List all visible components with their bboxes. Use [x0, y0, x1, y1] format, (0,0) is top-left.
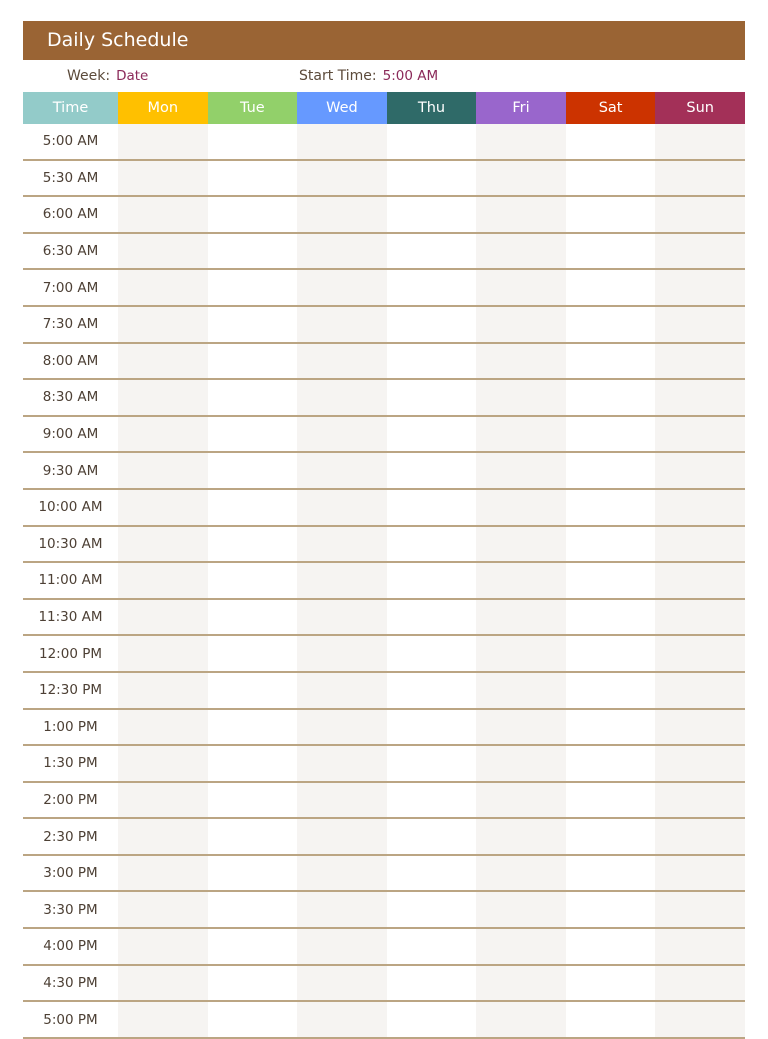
- time-slot-label: 6:00 AM: [42, 206, 99, 223]
- schedule-cell-fri[interactable]: [476, 856, 566, 891]
- schedule-cell-sun[interactable]: [655, 234, 745, 269]
- time-slot-label: 9:30 AM: [42, 462, 99, 479]
- schedule-cell-thu[interactable]: [387, 417, 477, 452]
- time-slot-label: 3:00 PM: [43, 865, 98, 882]
- time-slot-label: 9:00 AM: [42, 426, 99, 443]
- schedule-cell-mon[interactable]: [118, 819, 208, 854]
- schedule-cell-fri[interactable]: [476, 234, 566, 269]
- schedule-cell-fri[interactable]: [476, 124, 566, 159]
- time-slot-label: 8:00 AM: [42, 352, 99, 369]
- schedule-cell-sat[interactable]: [566, 892, 656, 927]
- schedule-cell-thu[interactable]: [387, 453, 477, 488]
- schedule-cell-tue[interactable]: [208, 417, 298, 452]
- schedule-cell-sat[interactable]: [566, 344, 656, 379]
- schedule-cell-mon[interactable]: [118, 966, 208, 1001]
- time-slot-label: 8:30 AM: [42, 389, 99, 406]
- schedule-cell-mon[interactable]: [118, 1002, 208, 1037]
- schedule-cell-sun[interactable]: [655, 527, 745, 562]
- schedule-cell-mon[interactable]: [118, 453, 208, 488]
- schedule-cell-mon[interactable]: [118, 636, 208, 671]
- schedule-cell-fri[interactable]: [476, 197, 566, 232]
- schedule-cell-thu[interactable]: [387, 710, 477, 745]
- schedule-cell-sun[interactable]: [655, 673, 745, 708]
- time-slot-row: [23, 1002, 745, 1039]
- schedule-cell-sun[interactable]: [655, 819, 745, 854]
- time-slot-row: [23, 563, 745, 600]
- schedule-cell-wed[interactable]: [297, 270, 387, 305]
- schedule-cell-sat[interactable]: [566, 966, 656, 1001]
- schedule-cell-sun[interactable]: [655, 783, 745, 818]
- schedule-cell-wed[interactable]: [297, 892, 387, 927]
- schedule-cell-tue[interactable]: [208, 819, 298, 854]
- schedule-cell-fri[interactable]: [476, 307, 566, 342]
- schedule-cell-thu[interactable]: [387, 856, 477, 891]
- schedule-cell-sun[interactable]: [655, 453, 745, 488]
- time-slot-label: 10:30 AM: [38, 535, 103, 552]
- schedule-cell-tue[interactable]: [208, 636, 298, 671]
- schedule-cell-thu[interactable]: [387, 197, 477, 232]
- schedule-cell-sun[interactable]: [655, 1002, 745, 1037]
- schedule-cell-sun[interactable]: [655, 710, 745, 745]
- schedule-cell-tue[interactable]: [208, 929, 298, 964]
- schedule-cell-sat[interactable]: [566, 636, 656, 671]
- schedule-cell-tue[interactable]: [208, 710, 298, 745]
- day-header-tue: Tue: [208, 92, 298, 124]
- schedule-cell-wed[interactable]: [297, 636, 387, 671]
- schedule-cell-fri[interactable]: [476, 746, 566, 781]
- schedule-cell-wed[interactable]: [297, 600, 387, 635]
- schedule-cell-fri[interactable]: [476, 527, 566, 562]
- schedule-cell-mon[interactable]: [118, 600, 208, 635]
- time-slot-row: [23, 124, 745, 161]
- schedule-cell-tue[interactable]: [208, 673, 298, 708]
- time-slot-row: [23, 856, 745, 893]
- schedule-cell-sun[interactable]: [655, 636, 745, 671]
- time-slot-row: [23, 929, 745, 966]
- start-time-label: Start Time:: [299, 68, 377, 84]
- schedule-cell-tue[interactable]: [208, 453, 298, 488]
- schedule-cell-wed[interactable]: [297, 856, 387, 891]
- schedule-cell-sun[interactable]: [655, 161, 745, 196]
- schedule-cell-wed[interactable]: [297, 966, 387, 1001]
- schedule-cell-thu[interactable]: [387, 746, 477, 781]
- schedule-cell-sat[interactable]: [566, 527, 656, 562]
- day-header-row: [23, 92, 745, 124]
- schedule-cell-sat[interactable]: [566, 234, 656, 269]
- schedule-cell-sat[interactable]: [566, 746, 656, 781]
- schedule-cell-sun[interactable]: [655, 344, 745, 379]
- schedule-cell-sat[interactable]: [566, 856, 656, 891]
- day-header-thu: Thu: [387, 92, 477, 124]
- schedule-cell-sat[interactable]: [566, 783, 656, 818]
- schedule-cell-fri[interactable]: [476, 783, 566, 818]
- schedule-cell-sun[interactable]: [655, 197, 745, 232]
- schedule-cell-thu[interactable]: [387, 966, 477, 1001]
- schedule-cell-wed[interactable]: [297, 563, 387, 598]
- schedule-grid: [23, 124, 745, 1039]
- time-slot-row: [23, 966, 745, 1003]
- schedule-cell-tue[interactable]: [208, 856, 298, 891]
- schedule-cell-fri[interactable]: [476, 380, 566, 415]
- schedule-cell-wed[interactable]: [297, 746, 387, 781]
- day-header-fri: Fri: [476, 92, 566, 124]
- schedule-cell-thu[interactable]: [387, 344, 477, 379]
- schedule-cell-tue[interactable]: [208, 746, 298, 781]
- time-slot-label: 10:00 AM: [38, 499, 103, 516]
- schedule-cell-mon[interactable]: [118, 783, 208, 818]
- schedule-cell-mon[interactable]: [118, 563, 208, 598]
- time-slot-label: 2:00 PM: [43, 791, 98, 808]
- schedule-cell-sat[interactable]: [566, 453, 656, 488]
- day-header-sat: Sat: [566, 92, 656, 124]
- schedule-cell-thu[interactable]: [387, 563, 477, 598]
- schedule-cell-sat[interactable]: [566, 710, 656, 745]
- schedule-cell-sat[interactable]: [566, 417, 656, 452]
- time-column-header: Time: [23, 92, 118, 124]
- schedule-cell-wed[interactable]: [297, 527, 387, 562]
- schedule-cell-tue[interactable]: [208, 344, 298, 379]
- time-slot-row: [23, 673, 745, 710]
- schedule-cell-tue[interactable]: [208, 161, 298, 196]
- schedule-cell-fri[interactable]: [476, 673, 566, 708]
- time-slot-label: 11:30 AM: [38, 609, 103, 626]
- schedule-cell-sat[interactable]: [566, 380, 656, 415]
- schedule-cell-thu[interactable]: [387, 1002, 477, 1037]
- schedule-cell-wed[interactable]: [297, 417, 387, 452]
- schedule-cell-fri[interactable]: [476, 1002, 566, 1037]
- schedule-cell-sun[interactable]: [655, 490, 745, 525]
- schedule-cell-fri[interactable]: [476, 417, 566, 452]
- schedule-cell-mon[interactable]: [118, 929, 208, 964]
- schedule-cell-mon[interactable]: [118, 746, 208, 781]
- time-slot-label: 5:30 AM: [42, 169, 99, 186]
- time-slot-label: 7:30 AM: [42, 316, 99, 333]
- schedule-cell-fri[interactable]: [476, 490, 566, 525]
- day-header-sun: Sun: [655, 92, 745, 124]
- time-slot-row: [23, 490, 745, 527]
- time-slot-row: [23, 234, 745, 271]
- time-slot-label: 5:00 AM: [42, 133, 99, 150]
- schedule-cell-wed[interactable]: [297, 453, 387, 488]
- schedule-cell-sun[interactable]: [655, 929, 745, 964]
- schedule-cell-tue[interactable]: [208, 490, 298, 525]
- schedule-cell-tue[interactable]: [208, 197, 298, 232]
- time-slot-label: 3:30 PM: [43, 901, 98, 918]
- schedule-cell-sun[interactable]: [655, 892, 745, 927]
- schedule-cell-sat[interactable]: [566, 197, 656, 232]
- schedule-cell-mon[interactable]: [118, 197, 208, 232]
- schedule-cell-sat[interactable]: [566, 600, 656, 635]
- time-slot-row: [23, 161, 745, 198]
- schedule-cell-tue[interactable]: [208, 892, 298, 927]
- schedule-cell-fri[interactable]: [476, 892, 566, 927]
- schedule-cell-sun[interactable]: [655, 600, 745, 635]
- time-slot-row: [23, 783, 745, 820]
- time-slot-label: 4:30 PM: [43, 974, 98, 991]
- schedule-cell-wed[interactable]: [297, 490, 387, 525]
- schedule-cell-sat[interactable]: [566, 673, 656, 708]
- schedule-cell-fri[interactable]: [476, 453, 566, 488]
- time-slot-row: [23, 819, 745, 856]
- schedule-cell-mon[interactable]: [118, 527, 208, 562]
- schedule-cell-sat[interactable]: [566, 490, 656, 525]
- schedule-cell-wed[interactable]: [297, 197, 387, 232]
- schedule-cell-thu[interactable]: [387, 490, 477, 525]
- schedule-cell-thu[interactable]: [387, 636, 477, 671]
- schedule-cell-sat[interactable]: [566, 270, 656, 305]
- time-slot-row: [23, 892, 745, 929]
- schedule-cell-thu[interactable]: [387, 161, 477, 196]
- schedule-cell-thu[interactable]: [387, 600, 477, 635]
- time-slot-row: [23, 453, 745, 490]
- schedule-cell-mon[interactable]: [118, 161, 208, 196]
- schedule-cell-fri[interactable]: [476, 600, 566, 635]
- schedule-cell-fri[interactable]: [476, 344, 566, 379]
- schedule-cell-tue[interactable]: [208, 124, 298, 159]
- schedule-cell-thu[interactable]: [387, 307, 477, 342]
- schedule-cell-fri[interactable]: [476, 161, 566, 196]
- schedule-cell-thu[interactable]: [387, 673, 477, 708]
- schedule-cell-mon[interactable]: [118, 124, 208, 159]
- time-slot-label: 12:00 PM: [39, 645, 102, 662]
- time-slot-label: 7:00 AM: [42, 279, 99, 296]
- schedule-cell-thu[interactable]: [387, 819, 477, 854]
- schedule-cell-thu[interactable]: [387, 892, 477, 927]
- time-slot-row: [23, 344, 745, 381]
- schedule-cell-thu[interactable]: [387, 124, 477, 159]
- start-time-field: [299, 66, 438, 86]
- time-slot-label: 12:30 PM: [39, 682, 102, 699]
- time-slot-row: [23, 270, 745, 307]
- time-slot-row: [23, 307, 745, 344]
- schedule-cell-fri[interactable]: [476, 929, 566, 964]
- schedule-cell-mon[interactable]: [118, 270, 208, 305]
- time-slot-row: [23, 600, 745, 637]
- schedule-cell-mon[interactable]: [118, 673, 208, 708]
- schedule-cell-mon[interactable]: [118, 892, 208, 927]
- schedule-cell-tue[interactable]: [208, 563, 298, 598]
- schedule-cell-tue[interactable]: [208, 600, 298, 635]
- schedule-cell-wed[interactable]: [297, 380, 387, 415]
- schedule-cell-mon[interactable]: [118, 307, 208, 342]
- schedule-cell-mon[interactable]: [118, 234, 208, 269]
- schedule-cell-sat[interactable]: [566, 563, 656, 598]
- schedule-cell-sun[interactable]: [655, 746, 745, 781]
- schedule-cell-fri[interactable]: [476, 710, 566, 745]
- schedule-cell-thu[interactable]: [387, 270, 477, 305]
- schedule-cell-sat[interactable]: [566, 161, 656, 196]
- schedule-cell-wed[interactable]: [297, 234, 387, 269]
- schedule-cell-tue[interactable]: [208, 307, 298, 342]
- week-field: [67, 66, 148, 86]
- schedule-cell-wed[interactable]: [297, 307, 387, 342]
- schedule-cell-thu[interactable]: [387, 234, 477, 269]
- schedule-cell-tue[interactable]: [208, 783, 298, 818]
- schedule-cell-mon[interactable]: [118, 490, 208, 525]
- time-slot-label: 1:30 PM: [43, 755, 98, 772]
- schedule-cell-fri[interactable]: [476, 270, 566, 305]
- week-value[interactable]: Date: [116, 68, 149, 84]
- time-slot-row: [23, 417, 745, 454]
- schedule-cell-fri[interactable]: [476, 966, 566, 1001]
- schedule-cell-wed[interactable]: [297, 710, 387, 745]
- schedule-cell-sun[interactable]: [655, 856, 745, 891]
- time-slot-label: 5:00 PM: [43, 1011, 98, 1028]
- schedule-cell-wed[interactable]: [297, 161, 387, 196]
- schedule-cell-mon[interactable]: [118, 380, 208, 415]
- schedule-cell-sat[interactable]: [566, 1002, 656, 1037]
- schedule-cell-mon[interactable]: [118, 344, 208, 379]
- schedule-cell-mon[interactable]: [118, 417, 208, 452]
- time-slot-label: 11:00 AM: [38, 572, 103, 589]
- schedule-cell-wed[interactable]: [297, 783, 387, 818]
- schedule-cell-tue[interactable]: [208, 1002, 298, 1037]
- schedule-cell-thu[interactable]: [387, 783, 477, 818]
- start-time-value[interactable]: 5:00 AM: [382, 68, 439, 84]
- time-slot-row: [23, 380, 745, 417]
- schedule-cell-sat[interactable]: [566, 307, 656, 342]
- schedule-cell-fri[interactable]: [476, 563, 566, 598]
- schedule-cell-thu[interactable]: [387, 929, 477, 964]
- schedule-cell-thu[interactable]: [387, 380, 477, 415]
- schedule-cell-mon[interactable]: [118, 856, 208, 891]
- schedule-cell-sun[interactable]: [655, 563, 745, 598]
- schedule-cell-mon[interactable]: [118, 710, 208, 745]
- day-header-wed: Wed: [297, 92, 387, 124]
- schedule-title: Daily Schedule: [23, 21, 745, 60]
- time-slot-row: [23, 636, 745, 673]
- schedule-cell-sun[interactable]: [655, 417, 745, 452]
- time-slot-row: [23, 710, 745, 747]
- schedule-cell-wed[interactable]: [297, 673, 387, 708]
- time-slot-label: 4:00 PM: [43, 938, 98, 955]
- schedule-cell-tue[interactable]: [208, 380, 298, 415]
- schedule-cell-sun[interactable]: [655, 307, 745, 342]
- schedule-cell-sun[interactable]: [655, 966, 745, 1001]
- schedule-cell-tue[interactable]: [208, 270, 298, 305]
- schedule-cell-tue[interactable]: [208, 234, 298, 269]
- schedule-cell-wed[interactable]: [297, 344, 387, 379]
- schedule-cell-sun[interactable]: [655, 270, 745, 305]
- schedule-cell-sat[interactable]: [566, 929, 656, 964]
- schedule-cell-sat[interactable]: [566, 124, 656, 159]
- time-slot-row: [23, 746, 745, 783]
- time-slot-label: 1:00 PM: [43, 718, 98, 735]
- schedule-cell-wed[interactable]: [297, 819, 387, 854]
- schedule-cell-sun[interactable]: [655, 124, 745, 159]
- time-slot-row: [23, 197, 745, 234]
- schedule-cell-tue[interactable]: [208, 966, 298, 1001]
- schedule-cell-sat[interactable]: [566, 819, 656, 854]
- schedule-cell-wed[interactable]: [297, 929, 387, 964]
- time-slot-label: 2:30 PM: [43, 828, 98, 845]
- time-slot-label: 6:30 AM: [42, 243, 99, 260]
- schedule-cell-thu[interactable]: [387, 527, 477, 562]
- week-label: Week:: [67, 68, 111, 84]
- day-header-mon: Mon: [118, 92, 208, 124]
- time-slot-row: [23, 527, 745, 564]
- schedule-cell-fri[interactable]: [476, 636, 566, 671]
- schedule-cell-wed[interactable]: [297, 1002, 387, 1037]
- schedule-cell-fri[interactable]: [476, 819, 566, 854]
- schedule-cell-tue[interactable]: [208, 527, 298, 562]
- schedule-cell-sun[interactable]: [655, 380, 745, 415]
- schedule-cell-wed[interactable]: [297, 124, 387, 159]
